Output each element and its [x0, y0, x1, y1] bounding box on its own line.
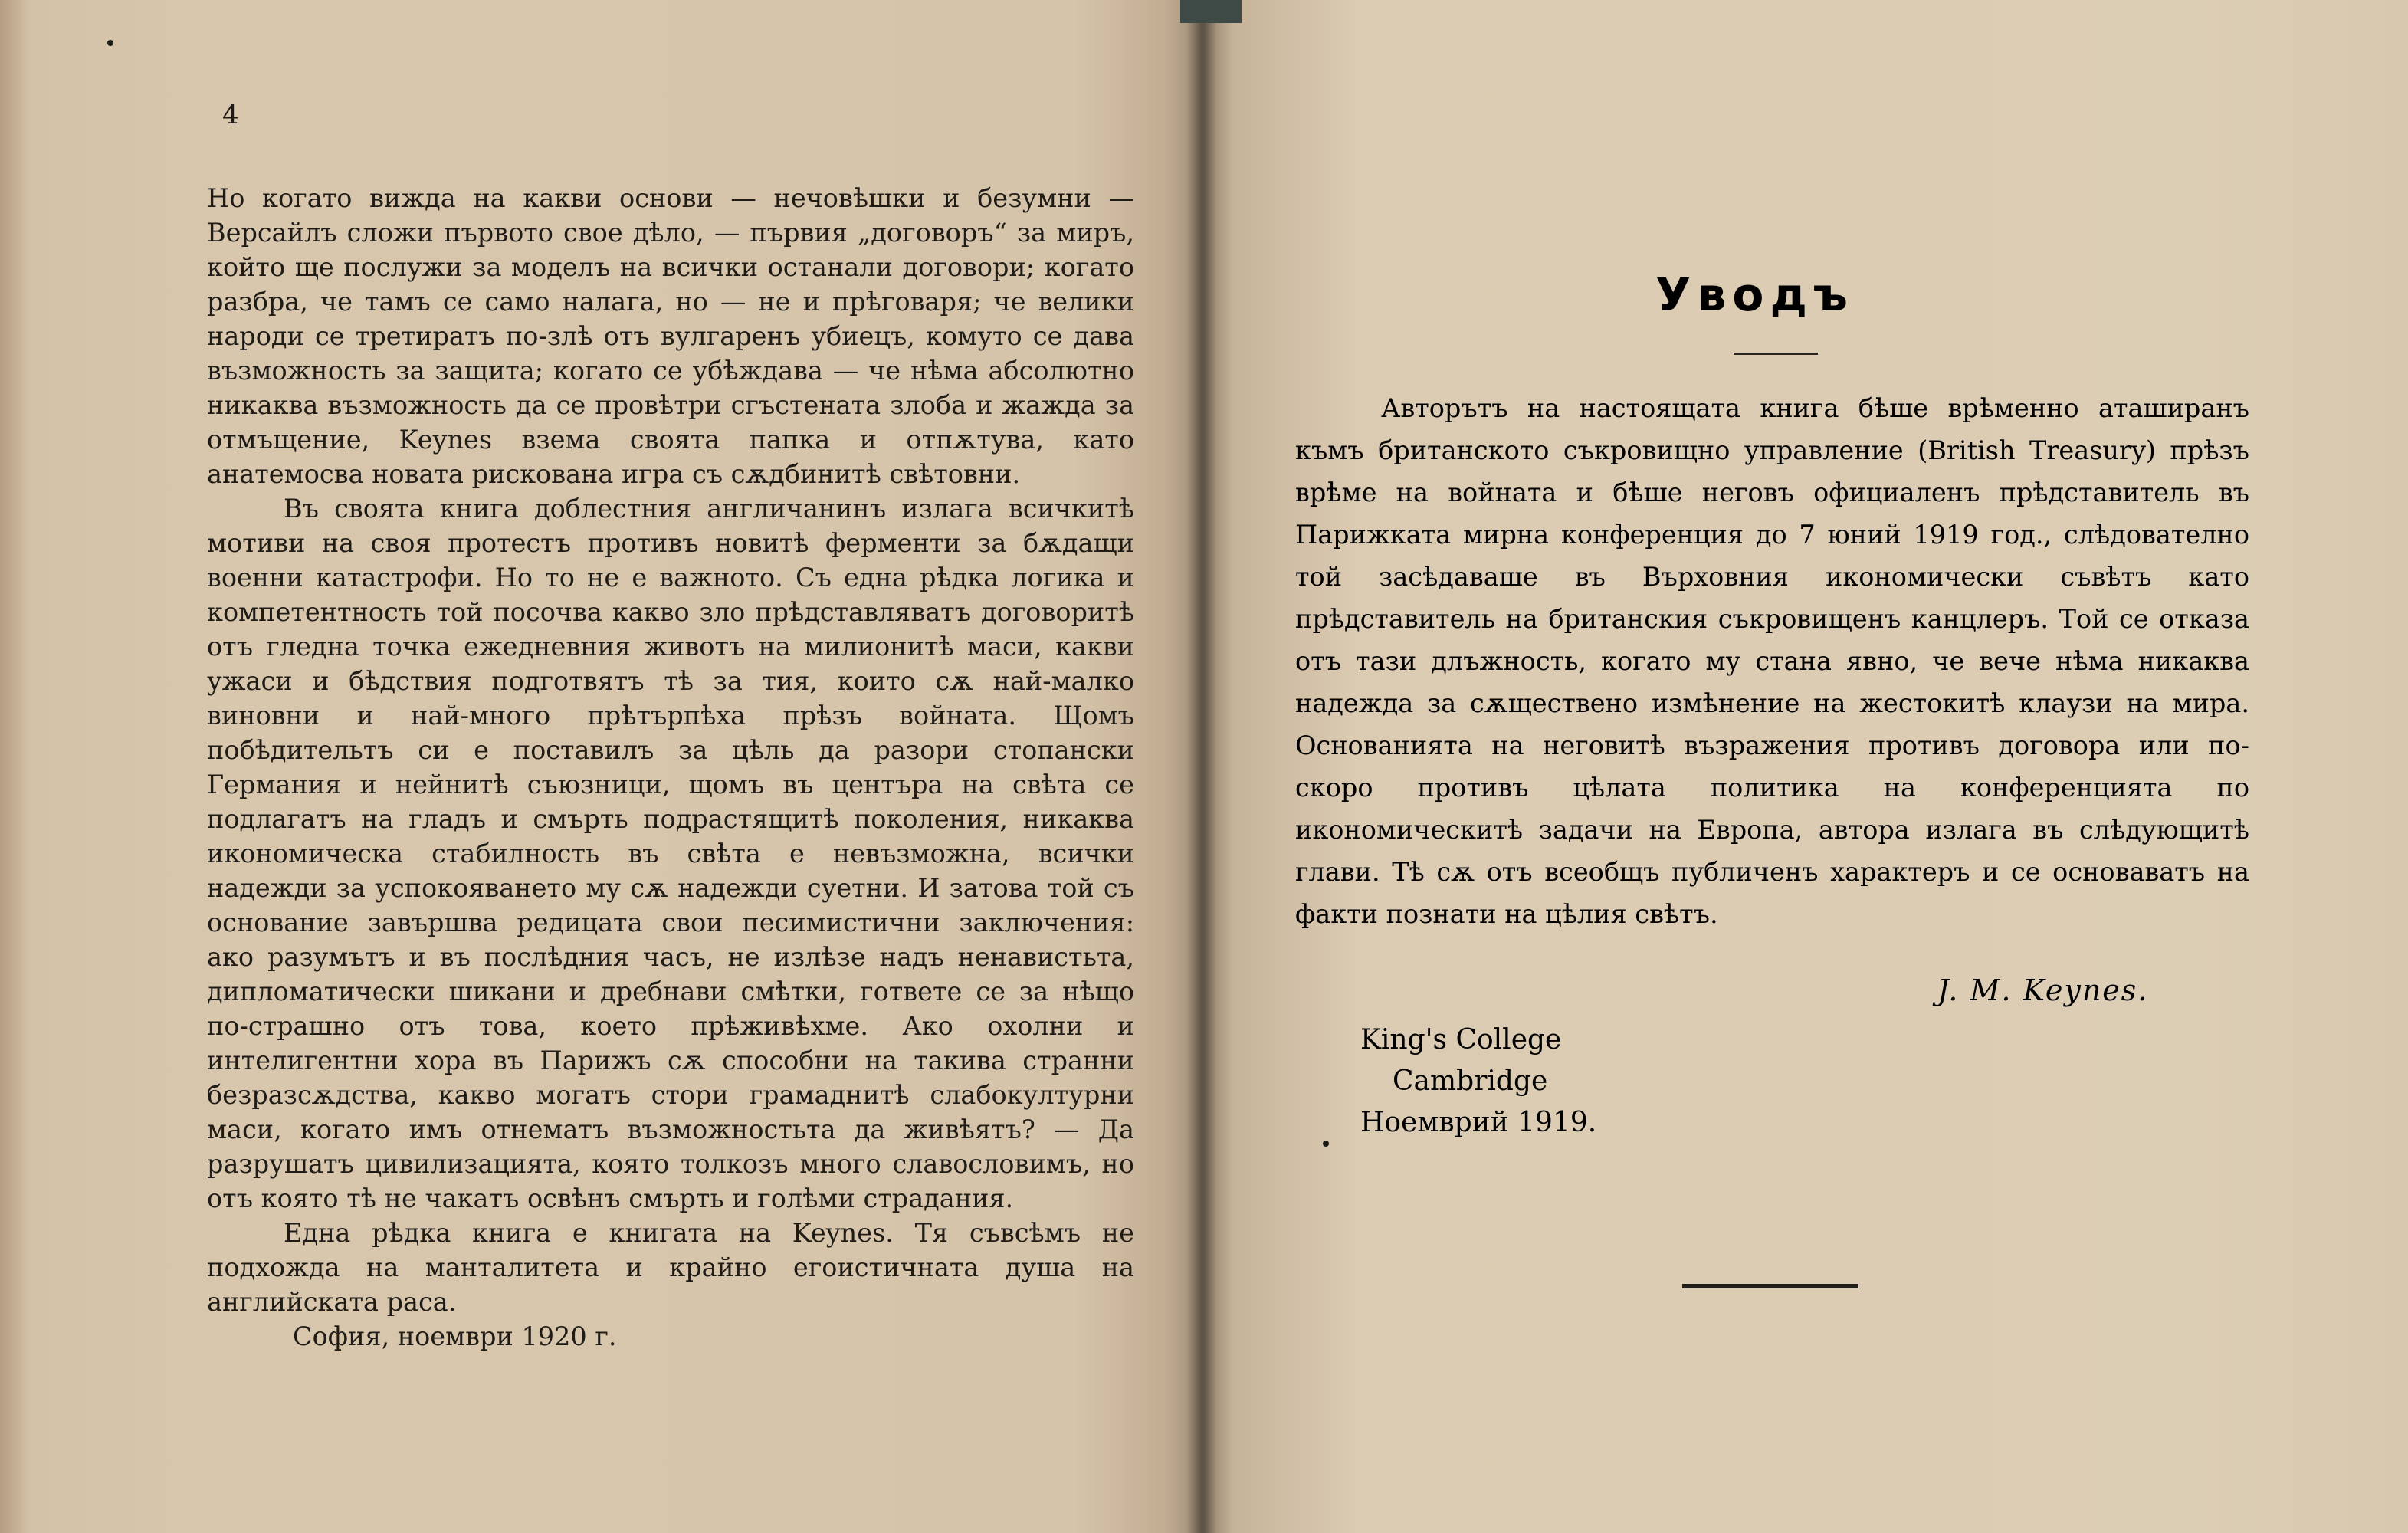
address-block [1360, 1019, 1596, 1144]
page-number: 4 [222, 100, 239, 130]
background-gap [1180, 0, 1242, 23]
paragraph-3: Една рѣдка книга е книгата на Keynes. Тя съвсѣмъ не подхожда на манталитета и крайно егоистичната душа на английската раса. [207, 1218, 1134, 1317]
ink-speck [1323, 1141, 1329, 1147]
address-line-1: King's College [1360, 1024, 1562, 1055]
place-date-signature: София, ноември 1920 г. [293, 1321, 617, 1351]
paragraph-1: Но когато вижда на какви основи — нечовѣшки и безумни — Версайлъ сложи първото свое дѣло, — първия „договоръ“ за миръ, който ще послужи за моделъ на всички останали договори; когато разбра, че тамъ се само налага, но — не и прѣговаря; че велики народи се третиратъ по-злѣ отъ вулгаренъ убиецъ, комуто се дава възможность за защита; когато се убѣждава — че нѣма абсолютно никаква възможность да се провѣтри сгъстената злоба и жажда за отмъщение, Keynes взема своята папка и отпѫтува, като анатемосва новата рискована игра съ сѫдбинитѣ свѣтовни. [207, 183, 1134, 489]
address-line-3: Ноемврий 1919. [1360, 1107, 1597, 1138]
chapter-title: Уводъ [1655, 268, 1854, 322]
ink-speck [107, 40, 113, 46]
author-signature: J. M. Keynes. [1937, 973, 2149, 1007]
left-page-body [207, 181, 1134, 1354]
address-line-2: Cambridge [1393, 1065, 1548, 1097]
closing-rule [1682, 1284, 1858, 1288]
right-page-body [1295, 387, 2249, 935]
intro-paragraph: Авторътъ на настоящата книга бѣше врѣменно аташиранъ къмъ британското съкровищно управление (British Treasury) прѣзъ врѣме на войната и бѣше неговъ официаленъ прѣдставитель въ Парижката мирна конференция до 7 юний 1919 год., слѣдователно той засѣдаваше въ Върховния икономически съвѣтъ като прѣдставитель на британския съкровищенъ канцлеръ. Той се отказа отъ тази длъжность, когато му стана явно, че вече нѣма никаква надежда за сѫществено измѣнение на жестокитѣ клаузи на мира. Основанията на неговитѣ възражения противъ договора или по-скоро противъ цѣлата политика на конференцията по икономическитѣ задачи на Европа, автора излага въ слѣдующитѣ глави. Тѣ сѫ отъ всеобщъ публиченъ характеръ и се основаватъ на факти познати на цѣлия свѣтъ. [1295, 393, 2249, 929]
paragraph-2: Въ своята книга доблестния англичанинъ излага всичкитѣ мотиви на своя протестъ противъ новитѣ ферменти за бѫдащи военни катастрофи. Но то не е важното. Съ една рѣдка логика и компетентность той посочва какво зло прѣдставляватъ договоритѣ отъ гледна точка ежедневния животъ на милионитѣ маси, какви ужаси и бѣдствия подготвятъ тѣ за тия, които сѫ най-малко виновни и най-много прѣтърпѣха прѣзъ войната. Щомъ побѣдительтъ си е поставилъ за цѣль да разори стопански Германия и нейнитѣ съюзници, щомъ въ центъра на свѣта се подлагатъ на гладъ и смърть подрастящитѣ поколения, никаква икономическа стабилность въ свѣта е невъзможна, всички надежди за успокояването му сѫ надежди суетни. И затова той съ основание завършва редицата свои песимистични заключения: ако разумътъ и въ послѣдния часъ, не излѣзе надъ ненавистьта, дипломатически шикани и дребнави смѣтки, гответе се за нѣщо по-страшно отъ това, което прѣживѣхме. Ако охолни и интелигентни хора въ Парижъ сѫ способни на такива странни безразсѫдства, какво могатъ стори грамаднитѣ слабокултурни маси, когато имъ отнематъ възможностьта да живѣятъ? — Да разрушатъ цивилизацията, която толкозъ много славословимъ, но отъ която тѣ не чакатъ освѣнъ смърть и голѣми страдания. [207, 494, 1134, 1213]
left-page [0, 0, 1203, 1533]
title-rule [1734, 353, 1818, 355]
book-gutter [1186, 0, 1217, 1533]
